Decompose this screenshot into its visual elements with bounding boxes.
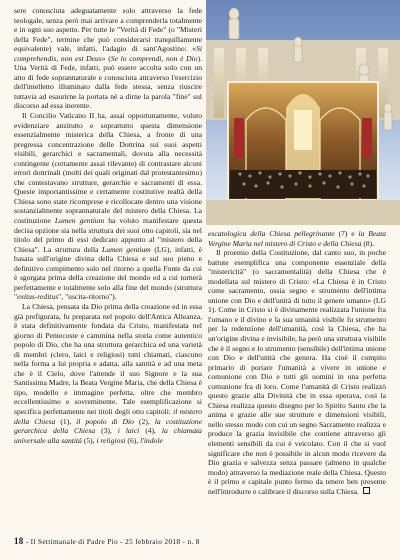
- text-run: (6),: [125, 435, 141, 445]
- italian-quote: Se lo comprendi, non è Dio: [110, 53, 198, 63]
- chapter-title: la chiamata universale alla santità: [14, 426, 202, 445]
- text-run: (LG), infatti, è basata sull'origine divina della Chiesa e sul suo pieno e definitivo compimento solo nel ritorno a quella Fonte da cui è sgorgata prima della creazione del mondo ed a cui tornerà perfettamente e totalmente solo alla fine del mondo (struttura ": [14, 244, 202, 302]
- text-run: La Chiesa, pensata da Dio prima della creazione ed in essa già prefigurata, fu preparata nel popolo dell'Antica Alleanza, è stata definitivamente fondata da Cristo, manifestata nel giorno di Pentecoste e cammina nella storia come autentico popolo di Dio, che ha una struttura gerarchica ed una varietà di membri (clero, laici e religiosi) tutti chiamati, ciascuno nella forma a lui propria e adatta, alla santità e ad una meta che è il Cielo, dove l'attende il suo Signore e la sua Santissima Madre, la Beata Vergine Maria, che della Chiesa è tipo, modello e immagine perfetta, oltre che membro eccellentissimo e sovreminente. Tale esemplificazione si specifica perfettamente nei titoli degli otto capitoli:: [14, 301, 202, 416]
- chapter-title: il popolo di Dio: [76, 416, 134, 426]
- chapter-title: l'indole: [140, 435, 163, 445]
- page-footer: [14, 536, 386, 550]
- text-run: sere conosciuta adeguatamente solo attraverso la fede teologale, senza però mai arrivare a comprenderla totalmente e in ogni suo aspetto. Per tutte le "Verità di Fede" (o "Misteri della Fede", termine che può considerarsi tranquillamente equivalente) vale, infatti, l'adagio di sant'Agostino: «: [14, 6, 202, 54]
- document-title: Lumen gentium: [54, 216, 105, 226]
- chapter-title: i laici: [117, 426, 140, 436]
- chapter-title: escatologica della Chiesa pellegrinante: [208, 229, 335, 238]
- left-paragraph-1: [14, 6, 202, 111]
- text-run: Il proemio della Costituzione, dal canto suo, in poche battute esemplifica una componente essenziale della "mistericità" (o sacramentalità) della Chiesa che è modellata sul mistero di Cristo: «La Chiesa è in Cristo come sacramento, ossia segno e strumento dell'intima unione con Dio e dell'unità di tutto il genere umano» (LG 1). Come in Cristo si è divinamente realizzata l'unione fra l'umano e il divino e la sua umanità visibile fu strumento per la redenzione dell'umanità, così la Chiesa, che ha un'origine divina e invisibile, ha però una struttura visibile che è il segno e lo strumento (sensibile) dell'intima unione con Dio e dell'unità che genera. Ha cioè il compito primario di portare l'umanità a vivere in unione e comunione con Dio e tutti gli uomini in una perfetta comunione fra di loro. Come l'umanità di Cristo realizzò questo grazie alla Divinità che in essa operava, così la Chiesa realizza questo disegno per lo Spirito Santo che la anima e grazie alle sue strutture e dimensioni visibili, nello stesso modo con cui un segno Sacramento realizza e produce la grazia invisibile che contiene attraverso gli elementi sensibili da cui è veicolato. Con il che si vuol significare che non è possibile in alcun modo ricevere da Dio grazia e salvezza senza passare (almeno in qualche modo) attraverso la mediazione reale della Chiesa. Questo è il primo e capitale punto fermo da tenere ben presente nell'introdurre e calibrare il discorso sulla Chiesa.: [208, 248, 386, 496]
- text-run: (7) e: [334, 229, 359, 238]
- footer-publication: - Il Settimanale di Padre Pio - 25 febbraio 2018 - n. 8: [25, 537, 200, 546]
- left-column: [14, 6, 202, 445]
- chapter-title: la Beata Vergine Maria nel mistero di Cristo e della Chiesa: [208, 229, 386, 248]
- text-run: (2),: [133, 416, 155, 426]
- text-run: (5),: [81, 435, 97, 445]
- page-number: 18: [14, 536, 24, 546]
- text-run: Il Concilio Vaticano II ha, assai opportunamente, voluto evidenziare anzitutto e soprattutto questa dimensione essenzialmente misterica della Chiesa, a fronte di una pregressa concentrazione delle Dottrina sui suoi aspetti visibili, gerarchici e sacramentali, dovuta alla necessità contingente (certamente assai rilevante) di contrastare alcuni errori dottrinali (molti dei quali originati dal protestantesimo) che contestavano strutture, gerarchie e sacramenti di essa. Queste importantissime e certamente costitutive realtà della Chiesa sono state ricomprese e ricollocate dentro una visione sostanzialmente soprannaturale del mistero della Chiesa. La costituzione: [14, 111, 202, 226]
- text-run: ha voluto manifestare questa decisa opzione sia nella struttura dei suoi otto capitoli, sia nel titolo del primo di essi dedicato appunto al "mistero della Chiesa". La struttura della: [14, 216, 202, 254]
- text-run: (3),: [95, 426, 118, 436]
- end-of-article-icon: [363, 487, 370, 494]
- left-paragraph-3: [14, 302, 202, 445]
- basilica-photo: [206, 0, 400, 225]
- right-paragraph-1: [208, 248, 386, 496]
- latin-term: exitus-reditus: [17, 292, 59, 302]
- chapter-title: i religiosi: [96, 435, 126, 445]
- chapter-title: il mistero della Chiesa: [14, 406, 203, 426]
- left-paragraph-2: [14, 111, 202, 302]
- text-run: (4),: [139, 426, 162, 436]
- basilica-illustration: [206, 0, 400, 225]
- text-run: ). Una Verità di Fede, infatti, può essere accolta solo con un atto di fede soprannaturale e conosciuta attraverso l'esercizio dell'intelletto illuminato dalla fede stessa, senza riuscire tuttavia ad esaurirne la portata né a dirne la parola "fine" sul discorso ad essa inerente.: [14, 53, 202, 111]
- text-run: ", "uscita-ritorno").: [58, 292, 117, 302]
- right-column: [208, 229, 386, 496]
- latin-quote: Si comprehendis, non est Deus: [14, 44, 202, 63]
- text-run: » (: [101, 53, 111, 63]
- document-title: Lumen gentium: [102, 244, 151, 254]
- chapter-title: la costituzione gerarchica della Chiesa: [14, 416, 202, 436]
- text-run: (8).: [361, 238, 375, 248]
- right-continuation: [208, 229, 386, 248]
- text-run: (1),: [55, 416, 77, 426]
